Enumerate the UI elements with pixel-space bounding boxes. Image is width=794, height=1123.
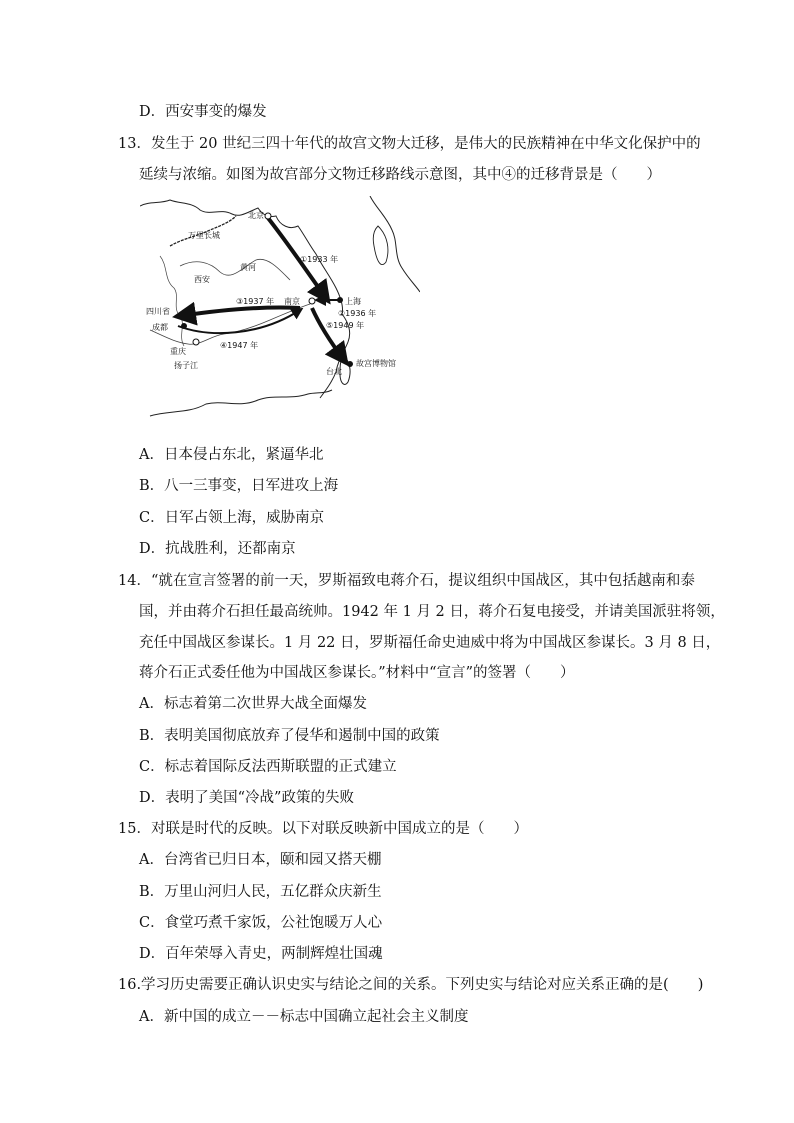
chongqing-dot <box>193 339 199 345</box>
border-west <box>160 256 184 346</box>
question-16-line-1: 16.学习历史需要正确认识史实与结论之间的关系。下列史实与结论对应关系正确的是( ) <box>118 977 704 993</box>
question-15-line-1: 15．对联是时代的反映。以下对联反映新中国成立的是（ ） <box>118 821 528 837</box>
option-12-d: D．西安事变的爆发 <box>139 104 267 120</box>
nanjing-dot <box>309 298 315 304</box>
label-route-2: ②1936 年 <box>338 309 377 318</box>
option-14-d: D．表明了美国“冷战”政策的失败 <box>139 790 354 806</box>
question-14-line-3: 充任中国战区参谋长。1 月 22 日，罗斯福任命史迪威中将为中国战区参谋长。3 月 8 日， <box>139 635 721 651</box>
label-route-4: ④1947 年 <box>220 341 259 350</box>
option-15-a: A．台湾省已归日本，颐和园又搭天棚 <box>139 852 382 868</box>
question-13-line-2: 延续与浓缩。如图为故宫部分文物迁移路线示意图，其中④的迁移背景是（ ） <box>139 167 661 183</box>
label-route-5: ⑤1949 年 <box>326 321 365 330</box>
option-13-a: A．日本侵占东北，紧逼华北 <box>139 447 324 463</box>
label-chongqing: 重庆 <box>170 347 186 356</box>
question-14-line-4: 蒋介石正式委任他为中国战区参谋长。”材料中“宣言”的签署（ ） <box>139 665 575 681</box>
southern-coast <box>150 390 332 416</box>
label-nanjing: 南京 <box>284 297 300 306</box>
chengdu-dot <box>181 323 187 329</box>
option-15-c: C．食堂巧煮千家饭，公社饱暖万人心 <box>139 915 383 931</box>
option-13-c: C．日军占领上海，威胁南京 <box>139 510 325 526</box>
relic-migration-map <box>140 196 420 430</box>
label-beijing: 北京 <box>248 211 264 220</box>
label-taibei: 台北 <box>326 367 342 376</box>
label-shanghai: 上海 <box>345 297 361 306</box>
label-yangtze: 扬子江 <box>174 361 198 370</box>
option-14-b: B．表明美国彻底放弃了侵华和遏制中国的政策 <box>139 728 440 744</box>
label-xian: 西安 <box>194 275 210 284</box>
label-route-1: ①1933 年 <box>300 255 339 264</box>
label-route-3: ③1937 年 <box>236 297 275 306</box>
korea-peninsula <box>373 226 388 265</box>
label-sichuan: 四川省 <box>146 307 170 316</box>
question-13-line-1: 13．发生于 20 世纪三四十年代的故宫文物大迁移，是伟大的民族精神在中华文化保护中的 <box>118 136 701 152</box>
shanghai-dot <box>337 297 343 303</box>
option-13-d: D．抗战胜利，还都南京 <box>139 541 296 557</box>
option-15-d: D．百年荣辱入青史，两制辉煌壮国魂 <box>139 946 383 962</box>
option-15-b: B．万里山河归人民，五亿群众庆新生 <box>139 884 382 900</box>
label-greatwall: 万里长城 <box>188 231 220 240</box>
option-13-b: B．八一三事变，日军进攻上海 <box>139 478 339 494</box>
museum-dot <box>347 361 353 367</box>
label-museum: 故宫博物馆 <box>356 359 396 368</box>
question-14-line-1: 14．“就在宣言签署的前一天，罗斯福致电蒋介石，提议组织中国战区，其中包括越南和泰 <box>118 573 695 589</box>
coastline-north <box>370 196 420 292</box>
beijing-dot <box>265 213 271 219</box>
label-chengdu: 成都 <box>152 323 168 332</box>
option-16-a: A．新中国的成立－－标志中国确立起社会主义制度 <box>139 1009 469 1025</box>
option-14-c: C．标志着国际反法西斯联盟的正式建立 <box>139 759 397 775</box>
label-yellowriver: 黄河 <box>240 263 256 272</box>
question-14-line-2: 国，并由蒋介石担任最高统帅。1942 年 1 月 2 日，蒋介石复电接受，并请美国派驻将领， <box>139 604 725 620</box>
option-14-a: A．标志着第二次世界大战全面爆发 <box>139 696 367 712</box>
